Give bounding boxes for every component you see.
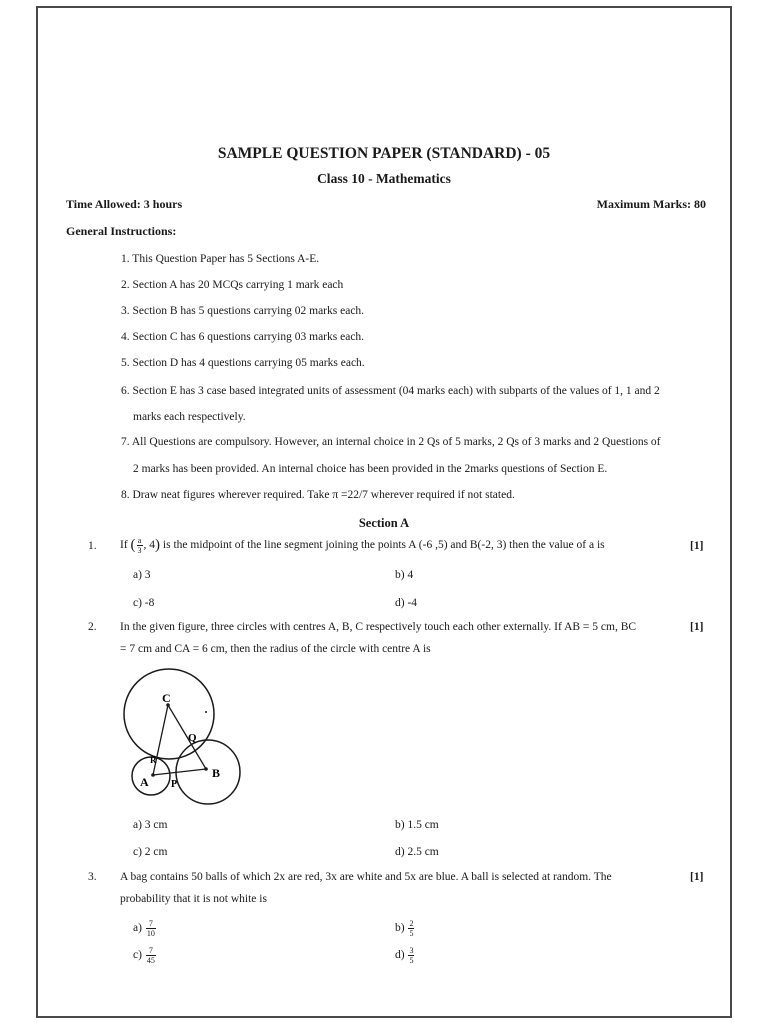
point-b	[204, 767, 208, 771]
fraction	[137, 536, 143, 555]
paper-subtitle: Class 10 - Mathematics	[317, 171, 451, 186]
option-b[interactable]	[395, 919, 415, 938]
option-d[interactable]: d) -4	[395, 597, 418, 609]
question-text	[120, 536, 605, 555]
paper-title: SAMPLE QUESTION PAPER (STANDARD) - 05	[217, 145, 551, 162]
fraction-denominator: 45	[146, 956, 155, 965]
circle-b	[176, 740, 240, 804]
segment-ab	[153, 769, 206, 775]
option-d[interactable]	[395, 946, 415, 965]
instruction-item: 4. Section C has 6 questions carrying 03 marks each.	[121, 331, 365, 343]
instruction-continuation: 2 marks has been provided. An internal choice has been provided in the 2marks questions of Section E.	[133, 463, 608, 475]
fraction-denominator: 5	[409, 956, 414, 965]
fraction	[408, 946, 414, 965]
question-marks: [1]	[690, 871, 704, 883]
question-marks: [1]	[690, 540, 704, 552]
coordinate-tail: , 4	[143, 539, 156, 552]
section-heading: Section A	[358, 516, 410, 530]
question-text-line: A bag contains 50 balls of which 2x are red, 3x are white and 5x are blue. A ball is selected at random. The	[120, 871, 612, 883]
close-paren: )	[155, 537, 161, 553]
instruction-item: 2. Section A has 20 MCQs carrying 1 mark each	[121, 279, 344, 291]
instruction-item: 6. Section E has 3 case based integrated units of assessment (04 marks each) with subparts of the values of 1, 1 and 2	[121, 385, 660, 397]
fraction-denominator: 10	[146, 929, 155, 938]
instruction-item: 3. Section B has 5 questions carrying 02 marks each.	[121, 305, 365, 317]
fraction-numerator: 3	[409, 946, 414, 955]
time-allowed: Time Allowed: 3 hours	[66, 197, 183, 211]
label-b: B	[212, 766, 221, 780]
label-a: A	[140, 775, 149, 789]
three-circles-figure	[120, 665, 250, 810]
fraction-numerator: 7	[146, 919, 156, 929]
instruction-continuation: marks each respectively.	[133, 411, 246, 423]
circle-c	[124, 669, 214, 759]
fraction-numerator: 7	[146, 946, 156, 956]
question-marks: [1]	[690, 621, 704, 633]
option-b[interactable]: b) 4	[395, 569, 414, 581]
question-number: 2.	[88, 621, 97, 633]
option-d[interactable]: d) 2.5 cm	[395, 846, 439, 858]
general-instructions-heading: General Instructions:	[66, 224, 177, 238]
point-a	[151, 773, 155, 777]
question-body: is the midpoint of the line segment joining the points A (-6 ,5) and B(-2, 3) then the value of a is	[162, 539, 605, 552]
question-prefix: If	[120, 539, 128, 552]
option-c[interactable]	[133, 946, 157, 965]
instruction-item: 7. All Questions are compulsory. However, an internal choice in 2 Qs of 5 marks, 2 Qs of 3 marks and 2 Questions of	[121, 436, 661, 448]
question-number: 1.	[88, 540, 97, 552]
option-label: c)	[133, 949, 142, 962]
question-text-line: In the given figure, three circles with centres A, B, C respectively touch each other externally. If AB = 5 cm, BC	[120, 621, 637, 633]
option-label: d)	[395, 949, 405, 962]
fraction-denominator: 3	[137, 546, 142, 555]
fraction-denominator: 5	[409, 929, 414, 938]
fraction	[408, 919, 414, 938]
instruction-item: 5. Section D has 4 questions carrying 05 marks each.	[121, 357, 365, 369]
question-number: 3.	[88, 871, 97, 883]
question-text-line: probability that it is not white is	[120, 893, 267, 905]
label-c: C	[162, 691, 171, 705]
instruction-item: 8. Draw neat figures wherever required. Take π =22/7 wherever required if not stated.	[121, 489, 515, 501]
label-q: Q	[188, 732, 197, 744]
label-p: P	[171, 779, 178, 790]
option-a[interactable]: a) 3 cm	[133, 819, 168, 831]
option-label: a)	[133, 922, 142, 935]
option-c[interactable]: c) -8	[133, 597, 155, 609]
option-c[interactable]: c) 2 cm	[133, 846, 168, 858]
question-text-line: = 7 cm and CA = 6 cm, then the radius of the circle with centre A is	[120, 643, 431, 655]
option-a[interactable]	[133, 919, 157, 938]
fraction-numerator: 2	[409, 919, 414, 928]
option-a[interactable]: a) 3	[133, 569, 151, 581]
maximum-marks: Maximum Marks: 80	[596, 197, 706, 211]
fraction	[146, 919, 156, 938]
stray-dot	[205, 711, 207, 713]
option-label: b)	[395, 922, 405, 935]
fraction	[146, 946, 156, 965]
open-paren: (	[130, 537, 136, 553]
label-r: R	[150, 755, 157, 765]
fraction-numerator: a	[137, 536, 142, 545]
instruction-item: 1. This Question Paper has 5 Sections A-E.	[121, 253, 320, 265]
option-b[interactable]: b) 1.5 cm	[395, 819, 439, 831]
